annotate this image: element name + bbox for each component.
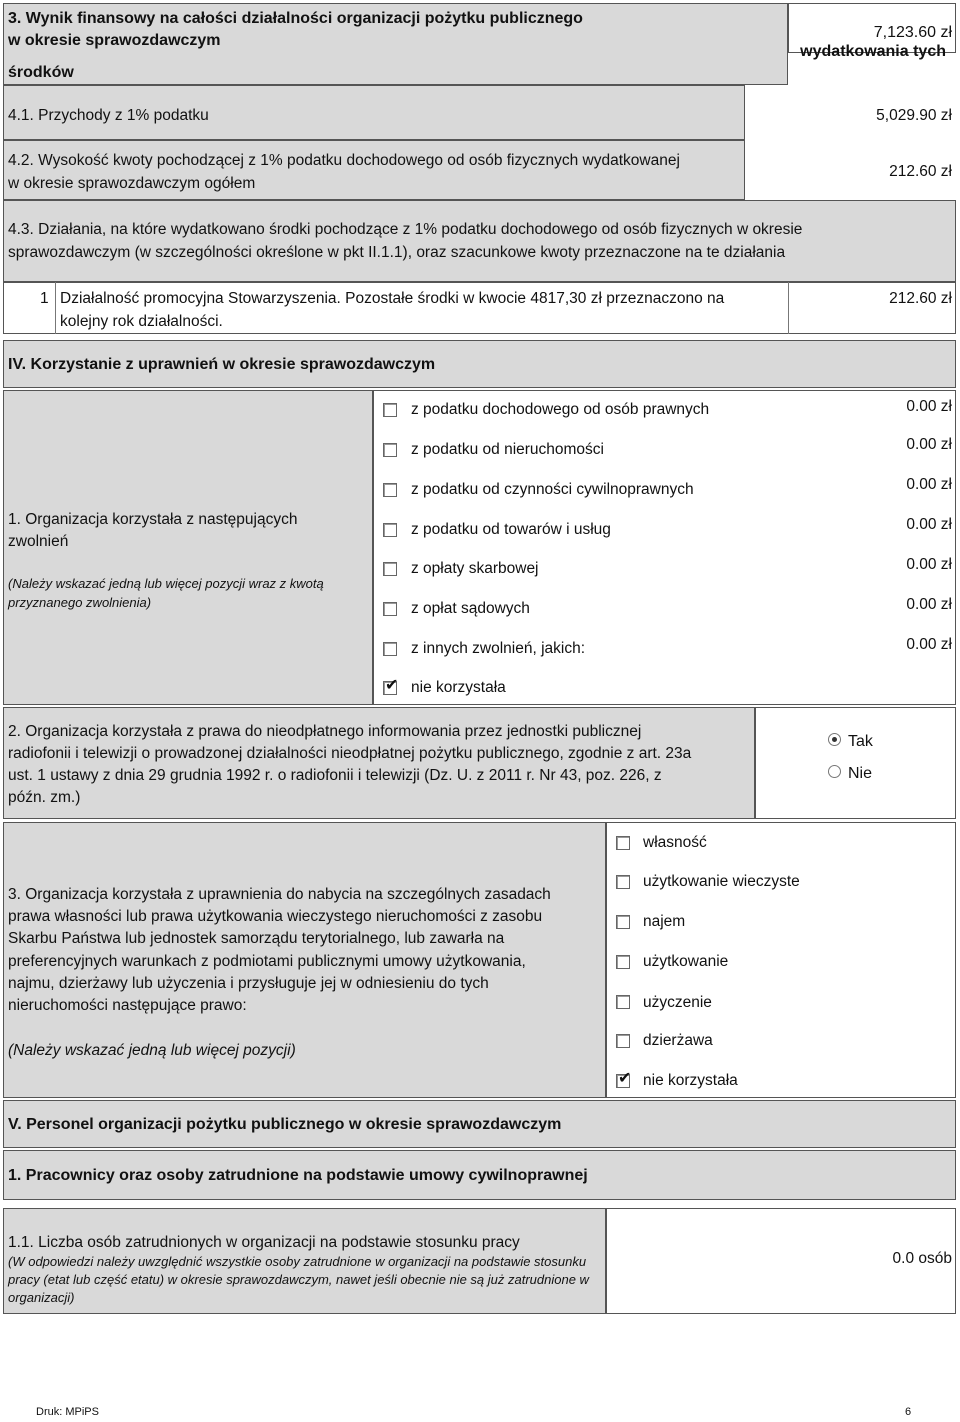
- q1-hint-line2: przyznanego zwolnienia): [8, 595, 152, 610]
- row-4-2-label-line1: 4.2. Wysokość kwoty pochodzącej z 1% podatku dochodowego od osób fizycznych wydatkowanej: [8, 152, 680, 169]
- row-4-2-label-line2: w okresie sprawozdawczym ogółem: [8, 175, 256, 192]
- q1-option-amount: 0.00 zł: [906, 436, 952, 453]
- q3-line: 3. Organizacja korzystała z uprawnienia do nabycia na szczególnych zasadach: [8, 886, 551, 903]
- q2-line2: radiofonii i telewizji o prowadzonej działalności nieodpłatnej pożytku publicznego, zgodnie z art. 23a: [8, 745, 692, 762]
- q3-checkbox[interactable]: [616, 955, 630, 969]
- q1-option-amount: 0.00 zł: [906, 516, 952, 533]
- q1-option-label: z podatku od nieruchomości: [411, 441, 605, 458]
- row-4-3-item-desc-line2: kolejny rok działalności.: [60, 313, 223, 330]
- q1-option-amount: 0.00 zł: [906, 556, 952, 573]
- q3-option-label: dzierżawa: [643, 1032, 713, 1049]
- q3-option-label: nie korzystała: [643, 1072, 738, 1089]
- q3-option-label: użytkowanie: [643, 953, 729, 970]
- row-4-1-amount: 5,029.90 zł: [876, 107, 952, 124]
- footer-page-number: 6: [905, 1406, 912, 1418]
- q2-radio-yes[interactable]: [828, 733, 841, 746]
- q1-checkbox[interactable]: [383, 483, 397, 497]
- q1-option-label: z innych zwolnień, jakich:: [411, 640, 586, 657]
- q3-checkbox[interactable]: [616, 836, 630, 850]
- q1-option-amount: 0.00 zł: [906, 476, 952, 493]
- q11-hint-line1: (W odpowiedzi należy uwzględnić wszystkie osoby zatrudnione w organizacji na podstawie stosunku: [8, 1254, 587, 1269]
- q1-checkbox[interactable]: [383, 602, 397, 616]
- section-v-sub1-title: 1. Pracownicy oraz osoby zatrudnione na podstawie umowy cywilnoprawnej: [8, 1167, 588, 1184]
- q1-option-amount: 0.00 zł: [906, 596, 952, 613]
- q1-checkbox[interactable]: [383, 523, 397, 537]
- section-v-title: V. Personel organizacji pożytku publicznego w okresie sprawozdawczym: [8, 1116, 562, 1133]
- q3-checkbox[interactable]: [616, 1070, 632, 1088]
- q3-line: nieruchomości następujące prawo:: [8, 997, 247, 1014]
- radio-dot: [832, 737, 837, 742]
- section-4-overlap-right: wydatkowania tych: [800, 43, 946, 60]
- q3-line: Skarbu Państwa lub jednostek samorządu terytorialnego, lub zawarła na: [8, 930, 505, 947]
- q1-checkbox[interactable]: [383, 443, 397, 457]
- footer-printer: Druk: MPiPS: [36, 1406, 99, 1418]
- q1-option-label: z opłat sądowych: [411, 600, 530, 617]
- q3-option-label: własność: [643, 834, 707, 851]
- checkmark-icon: ✔: [618, 1070, 632, 1087]
- q3-option-label: użytkowanie wieczyste: [643, 873, 800, 890]
- q1-option-label: z podatku od czynności cywilnoprawnych: [411, 481, 694, 498]
- q1-option-label: z podatku od towarów i usług: [411, 521, 611, 538]
- q1-option-label: z opłaty skarbowej: [411, 560, 539, 577]
- row-4-3-item-amount: 212.60 zł: [889, 290, 952, 307]
- q3-line: preferencyjnych warunkach z podmiotami publicznymi umowy użytkowania,: [8, 953, 526, 970]
- q3-checkbox[interactable]: [616, 995, 630, 1009]
- q1-option-label: z podatku dochodowego od osób prawnych: [411, 401, 710, 418]
- section-4-overlap-left: środków: [8, 64, 74, 81]
- row-4-3-item-desc-line1: Działalność promocyjna Stowarzyszenia. Pozostałe środki w kwocie 4817,30 zł przeznaczono na: [60, 290, 725, 307]
- q3-checkbox[interactable]: [616, 875, 630, 889]
- q3-line: prawa własności lub prawa użytkowania wieczystego nieruchomości z zasobu: [8, 908, 543, 925]
- row-4-2-amount: 212.60 zł: [889, 163, 952, 180]
- section-3-title-line2: w okresie sprawozdawczym: [8, 32, 221, 49]
- row-4-3-item-divider: [55, 282, 56, 334]
- q2-radio-no[interactable]: [828, 765, 841, 778]
- section-iv-title: IV. Korzystanie z uprawnień w okresie sprawozdawczym: [8, 356, 436, 373]
- q1-checkbox[interactable]: [383, 677, 399, 695]
- q3-option-label: użyczenie: [643, 994, 712, 1011]
- q11-label: 1.1. Liczba osób zatrudnionych w organizacji na podstawie stosunku pracy: [8, 1234, 520, 1251]
- row-4-3-label-cell: [3, 200, 956, 282]
- row-4-3-item-number: 1: [40, 290, 49, 307]
- q1-hint-line1: (Należy wskazać jedną lub więcej pozycji wraz z kwotą: [8, 576, 324, 591]
- q2-line1: 2. Organizacja korzystała z prawa do nieodpłatnego informowania przez jednostki publicznej: [8, 723, 642, 740]
- q1-checkbox[interactable]: [383, 562, 397, 576]
- q11-hint-line2: pracy (etat lub część etatu) w okresie sprawozdawczym, nawet jeśli obecnie nie są już zatrudnione w: [8, 1272, 589, 1287]
- q2-no-label: Nie: [848, 765, 873, 782]
- q3-checkbox[interactable]: [616, 915, 630, 929]
- q3-option-label: najem: [643, 913, 686, 930]
- q1-option-label: nie korzystała: [411, 679, 506, 696]
- q3-hint: (Należy wskazać jedną lub więcej pozycji): [8, 1042, 296, 1059]
- row-4-3-label-line2: sprawozdawczym (w szczególności określone w pkt II.1.1), oraz szacunkowe kwoty przeznaczone na te działania: [8, 244, 786, 261]
- q11-hint-line3: organizacji): [8, 1290, 75, 1305]
- q1-label-line2: zwolnień: [8, 533, 69, 550]
- section-3-amount: 7,123.60 zł: [873, 24, 952, 41]
- q1-checkbox[interactable]: [383, 642, 397, 656]
- q1-label-line1: 1. Organizacja korzystała z następujących: [8, 511, 298, 528]
- q2-yes-label: Tak: [848, 733, 873, 750]
- q1-checkbox[interactable]: [383, 403, 397, 417]
- q1-option-amount: 0.00 zł: [906, 636, 952, 653]
- q2-line4: późn. zm.): [8, 789, 81, 806]
- q2-line3: ust. 1 ustawy z dnia 29 grudnia 1992 r. o radiofonii i telewizji (Dz. U. z 2011 r. Nr 43, poz. 226, z: [8, 767, 662, 784]
- section-3-title-line1: 3. Wynik finansowy na całości działalności organizacji pożytku publicznego: [8, 10, 583, 27]
- row-4-3-item-divider-2: [788, 282, 789, 334]
- q3-line: najmu, dzierżawy lub użyczenia i przysługuje jej w odniesieniu do tych: [8, 975, 489, 992]
- row-4-1-label: 4.1. Przychody z 1% podatku: [8, 107, 209, 124]
- q1-option-amount: 0.00 zł: [906, 398, 952, 415]
- checkmark-icon: ✔: [385, 677, 399, 694]
- row-4-3-label-line1: 4.3. Działania, na które wydatkowano środki pochodzące z 1% podatku dochodowego od osób fizycznych w okresie: [8, 221, 803, 238]
- q3-checkbox[interactable]: [616, 1034, 630, 1048]
- q11-value: 0.0 osób: [892, 1250, 952, 1267]
